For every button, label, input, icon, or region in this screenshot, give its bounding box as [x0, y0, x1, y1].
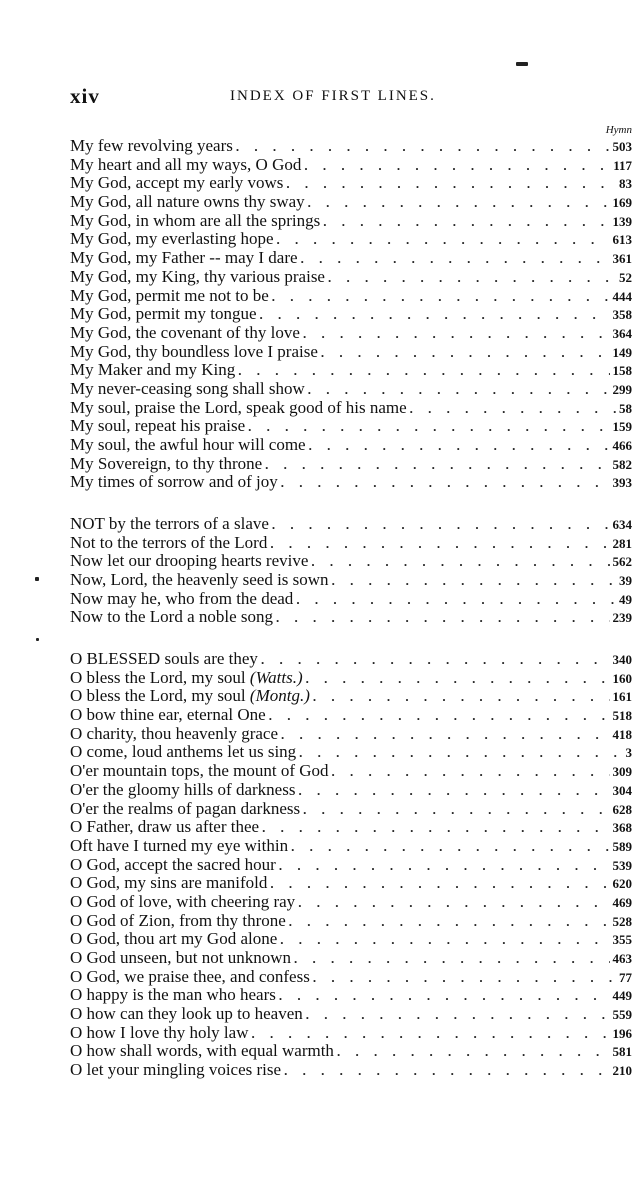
first-line-text — [70, 249, 298, 268]
index-entry — [70, 818, 632, 837]
first-line-text — [70, 417, 245, 436]
leader-dots — [306, 1006, 610, 1025]
first-line-text — [70, 436, 306, 455]
hymn-number: 469 — [612, 894, 632, 910]
first-line-words: Not to the terrors of the Lord — [70, 532, 268, 552]
first-line-text — [70, 818, 259, 837]
index-section-o — [70, 650, 632, 1080]
leader-dots — [269, 707, 610, 726]
index-entry — [70, 800, 632, 819]
first-line-text — [70, 515, 269, 534]
first-line-words: My God, thy boundless love I praise — [70, 341, 318, 361]
leader-dots — [332, 763, 610, 782]
index-entry — [70, 552, 632, 571]
leader-dots — [321, 344, 610, 363]
index-entry — [70, 650, 632, 669]
first-line-words: O BLESSED souls are they — [70, 649, 258, 668]
first-line-words: O God, accept the sacred hour — [70, 854, 276, 874]
leader-dots — [280, 931, 609, 950]
first-line-words: O God, my sins are manifold — [70, 873, 268, 893]
leader-dots — [262, 819, 609, 838]
first-line-words: My heart and all my ways, O God — [70, 154, 302, 174]
first-line-text — [70, 893, 295, 912]
author-note: (Watts.) — [249, 667, 303, 687]
hymn-number: 613 — [612, 232, 632, 248]
hymn-number: 309 — [612, 764, 632, 780]
first-line-words: O how I love thy holy law — [70, 1022, 249, 1042]
index-section-n — [70, 515, 632, 627]
leader-dots — [306, 670, 610, 689]
first-line-text — [70, 571, 329, 590]
first-line-words: O Father, draw us after thee — [70, 817, 260, 837]
hymn-number: 159 — [612, 419, 632, 435]
first-line-words: My God, my King, thy various praise — [70, 266, 325, 286]
index-entry — [70, 893, 632, 912]
first-line-text — [70, 343, 318, 362]
first-line-text — [70, 1042, 334, 1061]
index-entry — [70, 856, 632, 875]
first-line-words: O happy is the man who hears — [70, 985, 276, 1005]
index-entry — [70, 608, 632, 627]
first-line-text — [70, 912, 286, 931]
index-entry — [70, 912, 632, 931]
first-line-text — [70, 725, 278, 744]
leader-dots — [270, 535, 609, 554]
first-line-text — [70, 800, 300, 819]
index-entry — [70, 837, 632, 856]
leader-dots — [323, 213, 609, 232]
leader-dots — [332, 572, 616, 591]
hymn-number: 463 — [612, 951, 632, 966]
ink-mark — [516, 62, 528, 66]
leader-dots — [261, 651, 610, 670]
index-entry — [70, 571, 632, 590]
hymn-number: 281 — [612, 535, 632, 551]
index-entry — [70, 669, 632, 688]
hymn-number: 304 — [612, 782, 632, 798]
index-entry — [70, 399, 632, 418]
leader-dots — [299, 744, 622, 763]
hymn-number: 581 — [612, 1044, 632, 1060]
first-line-text — [70, 174, 283, 193]
index-entry — [70, 949, 632, 968]
page-number: xiv — [70, 84, 100, 108]
index-entry — [70, 380, 632, 399]
first-line-text — [70, 156, 301, 175]
first-line-words: My God, my everlasting hope — [70, 229, 274, 249]
leader-dots — [281, 726, 609, 745]
first-line-text — [70, 669, 303, 688]
hymn-number: 466 — [612, 438, 632, 453]
first-line-text — [70, 380, 305, 399]
first-line-words: My times of sorrow and of joy — [70, 472, 278, 492]
index-entry — [70, 781, 632, 800]
hymn-number: 358 — [612, 307, 632, 323]
first-line-words: O bow thine ear, eternal One — [70, 705, 266, 725]
index-entry — [70, 515, 632, 534]
index-entry — [70, 417, 632, 436]
index-entry — [70, 743, 632, 762]
first-line-words: O'er the realms of pagan darkness — [70, 798, 301, 818]
hymn-number: 559 — [612, 1007, 632, 1023]
hymn-number: 83 — [619, 176, 632, 192]
leader-dots — [276, 609, 609, 628]
index-entry — [70, 287, 632, 306]
first-line-text — [70, 781, 295, 800]
hymn-number: 634 — [612, 517, 632, 532]
hymn-number: 518 — [612, 708, 632, 724]
first-line-text — [70, 534, 267, 553]
leader-dots — [309, 437, 610, 456]
first-line-words: My God, permit me not to be — [70, 285, 269, 305]
hymn-number: 620 — [612, 876, 632, 892]
hymn-number: 418 — [612, 726, 632, 742]
first-line-words: O let your mingling voices rise — [70, 1060, 282, 1080]
first-line-text — [70, 986, 276, 1005]
first-line-text — [70, 268, 325, 287]
first-line-text — [70, 455, 262, 474]
hymn-number: 364 — [612, 325, 632, 341]
first-line-words: Now, Lord, the heavenly seed is sown — [70, 570, 329, 590]
index-entry — [70, 1061, 632, 1080]
leader-dots — [279, 987, 610, 1006]
first-line-words: Now let our drooping hearts revive — [70, 551, 309, 571]
first-line-words: O God, we praise thee, and confess — [70, 966, 310, 986]
first-line-text — [70, 856, 276, 875]
first-line-text — [70, 361, 235, 380]
page-header — [70, 84, 630, 108]
first-line-words: O bless the Lord, my soul — [70, 686, 246, 706]
leader-dots — [328, 269, 616, 288]
index-section-my — [70, 137, 632, 492]
first-line-words: O'er the gloomy hills of darkness — [70, 779, 296, 799]
hymn-number: 158 — [612, 363, 632, 379]
hymn-number: 117 — [613, 157, 632, 173]
leader-dots — [308, 194, 610, 213]
first-line-words: My soul, the awful hour will come — [70, 435, 306, 454]
hymn-number: 210 — [612, 1063, 632, 1079]
first-line-text — [70, 608, 273, 627]
leader-dots — [313, 688, 610, 707]
leader-dots — [265, 456, 609, 475]
hymn-number: 299 — [612, 381, 632, 397]
index-entry — [70, 436, 632, 455]
ink-mark — [36, 638, 39, 641]
first-line-words: My soul, praise the Lord, speak good of his name — [70, 397, 407, 417]
running-title: INDEX OF FIRST LINES. — [230, 88, 436, 104]
hymn-number: 196 — [612, 1025, 632, 1041]
index-entry — [70, 361, 632, 380]
leader-dots — [272, 516, 610, 535]
hymn-number: 528 — [612, 913, 632, 929]
index-entry — [70, 930, 632, 949]
first-line-text — [70, 837, 288, 856]
index-entry — [70, 249, 632, 268]
first-line-text — [70, 590, 293, 609]
hymn-column-label: Hymn — [605, 124, 632, 136]
hymn-number: 340 — [612, 652, 632, 667]
hymn-number: 444 — [612, 288, 632, 304]
hymn-number: 39 — [619, 573, 632, 589]
index-entry — [70, 1042, 632, 1061]
first-line-text — [70, 874, 267, 893]
leader-dots — [301, 250, 610, 269]
first-line-words: O how can they look up to heaven — [70, 1004, 303, 1024]
first-line-words: My Sovereign, to thy throne — [70, 453, 263, 473]
hymn-number: 161 — [612, 689, 632, 705]
first-line-text — [70, 650, 258, 669]
index-entry — [70, 455, 632, 474]
index-entry — [70, 534, 632, 553]
leader-dots — [260, 306, 610, 325]
first-line-words: O God of Zion, from thy throne — [70, 910, 286, 930]
leader-dots — [286, 175, 616, 194]
first-line-words: My God, the covenant of thy love — [70, 322, 300, 342]
first-line-text — [70, 324, 300, 343]
first-line-words: My soul, repeat his praise — [70, 416, 246, 436]
first-line-text — [70, 968, 310, 987]
index-entry — [70, 174, 632, 193]
hymn-number: 160 — [612, 670, 632, 686]
first-line-text — [70, 552, 308, 571]
first-line-text — [70, 743, 296, 762]
first-line-words: Now may he, who from the dead — [70, 588, 294, 608]
first-line-words: O charity, thou heavenly grace — [70, 723, 279, 743]
first-line-text — [70, 949, 291, 968]
first-line-text — [70, 230, 274, 249]
index-entry — [70, 268, 632, 287]
author-note: (Montg.) — [249, 686, 310, 706]
first-line-text — [70, 399, 407, 418]
index-entry — [70, 1024, 632, 1043]
index-entry — [70, 590, 632, 609]
hymn-number: 139 — [612, 213, 632, 229]
first-line-text — [70, 762, 329, 781]
first-line-text — [70, 1024, 248, 1043]
first-line-text — [70, 473, 278, 492]
leader-dots — [303, 801, 609, 820]
index-entry — [70, 725, 632, 744]
index-entry — [70, 762, 632, 781]
hymn-number: 449 — [612, 988, 632, 1004]
leader-dots — [294, 950, 610, 969]
leader-dots — [410, 400, 616, 419]
index-entry — [70, 343, 632, 362]
first-line-text — [70, 1005, 303, 1024]
hymn-number: 562 — [612, 554, 632, 570]
leader-dots — [270, 875, 609, 894]
leader-dots — [289, 913, 610, 932]
index-entry — [70, 305, 632, 324]
leader-dots — [311, 553, 609, 572]
hymn-number: 149 — [612, 344, 632, 360]
first-line-words: O God of love, with cheering ray — [70, 891, 296, 911]
first-line-text — [70, 305, 257, 324]
hymn-number: 52 — [619, 269, 632, 285]
first-line-text — [70, 193, 305, 212]
index-entry — [70, 212, 632, 231]
leader-dots — [303, 325, 610, 344]
index-entry — [70, 874, 632, 893]
first-line-words: NOT by the terrors of a slave — [70, 514, 269, 533]
first-line-words: O how shall words, with equal warmth — [70, 1041, 334, 1061]
first-line-words: My Maker and my King — [70, 360, 236, 380]
first-line-words: Now to the Lord a noble song — [70, 607, 274, 627]
hymn-number: 368 — [612, 820, 632, 836]
first-line-text — [70, 212, 320, 231]
first-line-words: O God unseen, but not unknown — [70, 948, 291, 967]
index-entry — [70, 230, 632, 249]
hymn-number: 3 — [625, 745, 632, 761]
first-line-words: O bless the Lord, my soul — [70, 667, 246, 687]
first-line-words: My God, permit my tongue — [70, 304, 257, 324]
leader-dots — [284, 1062, 609, 1081]
hymn-number: 503 — [612, 139, 632, 154]
first-line-text — [70, 706, 266, 725]
leader-dots — [291, 838, 609, 857]
index-entry — [70, 986, 632, 1005]
hymn-number: 589 — [612, 838, 632, 854]
hymn-number: 49 — [619, 591, 632, 607]
first-line-words: My God, my Father -- may I dare — [70, 248, 298, 268]
first-line-words: O God, thou art my God alone — [70, 929, 278, 949]
first-line-text — [70, 137, 233, 156]
index-entry — [70, 706, 632, 725]
first-line-words: My God, accept my early vows — [70, 173, 284, 193]
hymn-number: 239 — [612, 610, 632, 626]
leader-dots — [304, 157, 610, 176]
index-entry — [70, 137, 632, 156]
first-line-words: Oft have I turned my eye within — [70, 835, 289, 855]
leader-dots — [281, 474, 610, 493]
index-entry — [70, 687, 632, 706]
hymn-number: 628 — [612, 801, 632, 817]
hymn-number: 355 — [612, 932, 632, 948]
index-entry — [70, 1005, 632, 1024]
hymn-number: 582 — [612, 456, 632, 472]
first-line-text — [70, 687, 310, 706]
hymn-number: 393 — [612, 475, 632, 491]
hymn-number: 539 — [612, 857, 632, 873]
hymn-number: 77 — [619, 969, 632, 985]
index-entry — [70, 324, 632, 343]
hymn-number: 169 — [612, 195, 632, 211]
ink-mark — [35, 577, 39, 581]
leader-dots — [313, 969, 616, 988]
index-entry — [70, 156, 632, 175]
hymn-number: 58 — [619, 400, 632, 416]
leader-dots — [298, 894, 609, 913]
index-entry — [70, 473, 632, 492]
index-entry — [70, 193, 632, 212]
index-entry — [70, 968, 632, 987]
first-line-words: My few revolving years — [70, 136, 233, 155]
first-line-words: My never-ceasing song shall show — [70, 378, 305, 398]
leader-dots — [279, 857, 610, 876]
hymn-number: 361 — [612, 251, 632, 267]
leader-dots — [277, 231, 610, 250]
first-line-words: O'er mountain tops, the mount of God — [70, 761, 329, 781]
first-line-text — [70, 287, 269, 306]
first-line-words: My God, all nature owns thy sway — [70, 192, 305, 212]
leader-dots — [272, 288, 610, 307]
leader-dots — [337, 1043, 610, 1062]
first-line-text — [70, 1061, 281, 1080]
leader-dots — [298, 782, 609, 801]
leader-dots — [296, 591, 616, 610]
first-line-text — [70, 930, 277, 949]
first-line-words: O come, loud anthems let us sing — [70, 742, 297, 762]
first-line-words: My God, in whom are all the springs — [70, 210, 321, 230]
